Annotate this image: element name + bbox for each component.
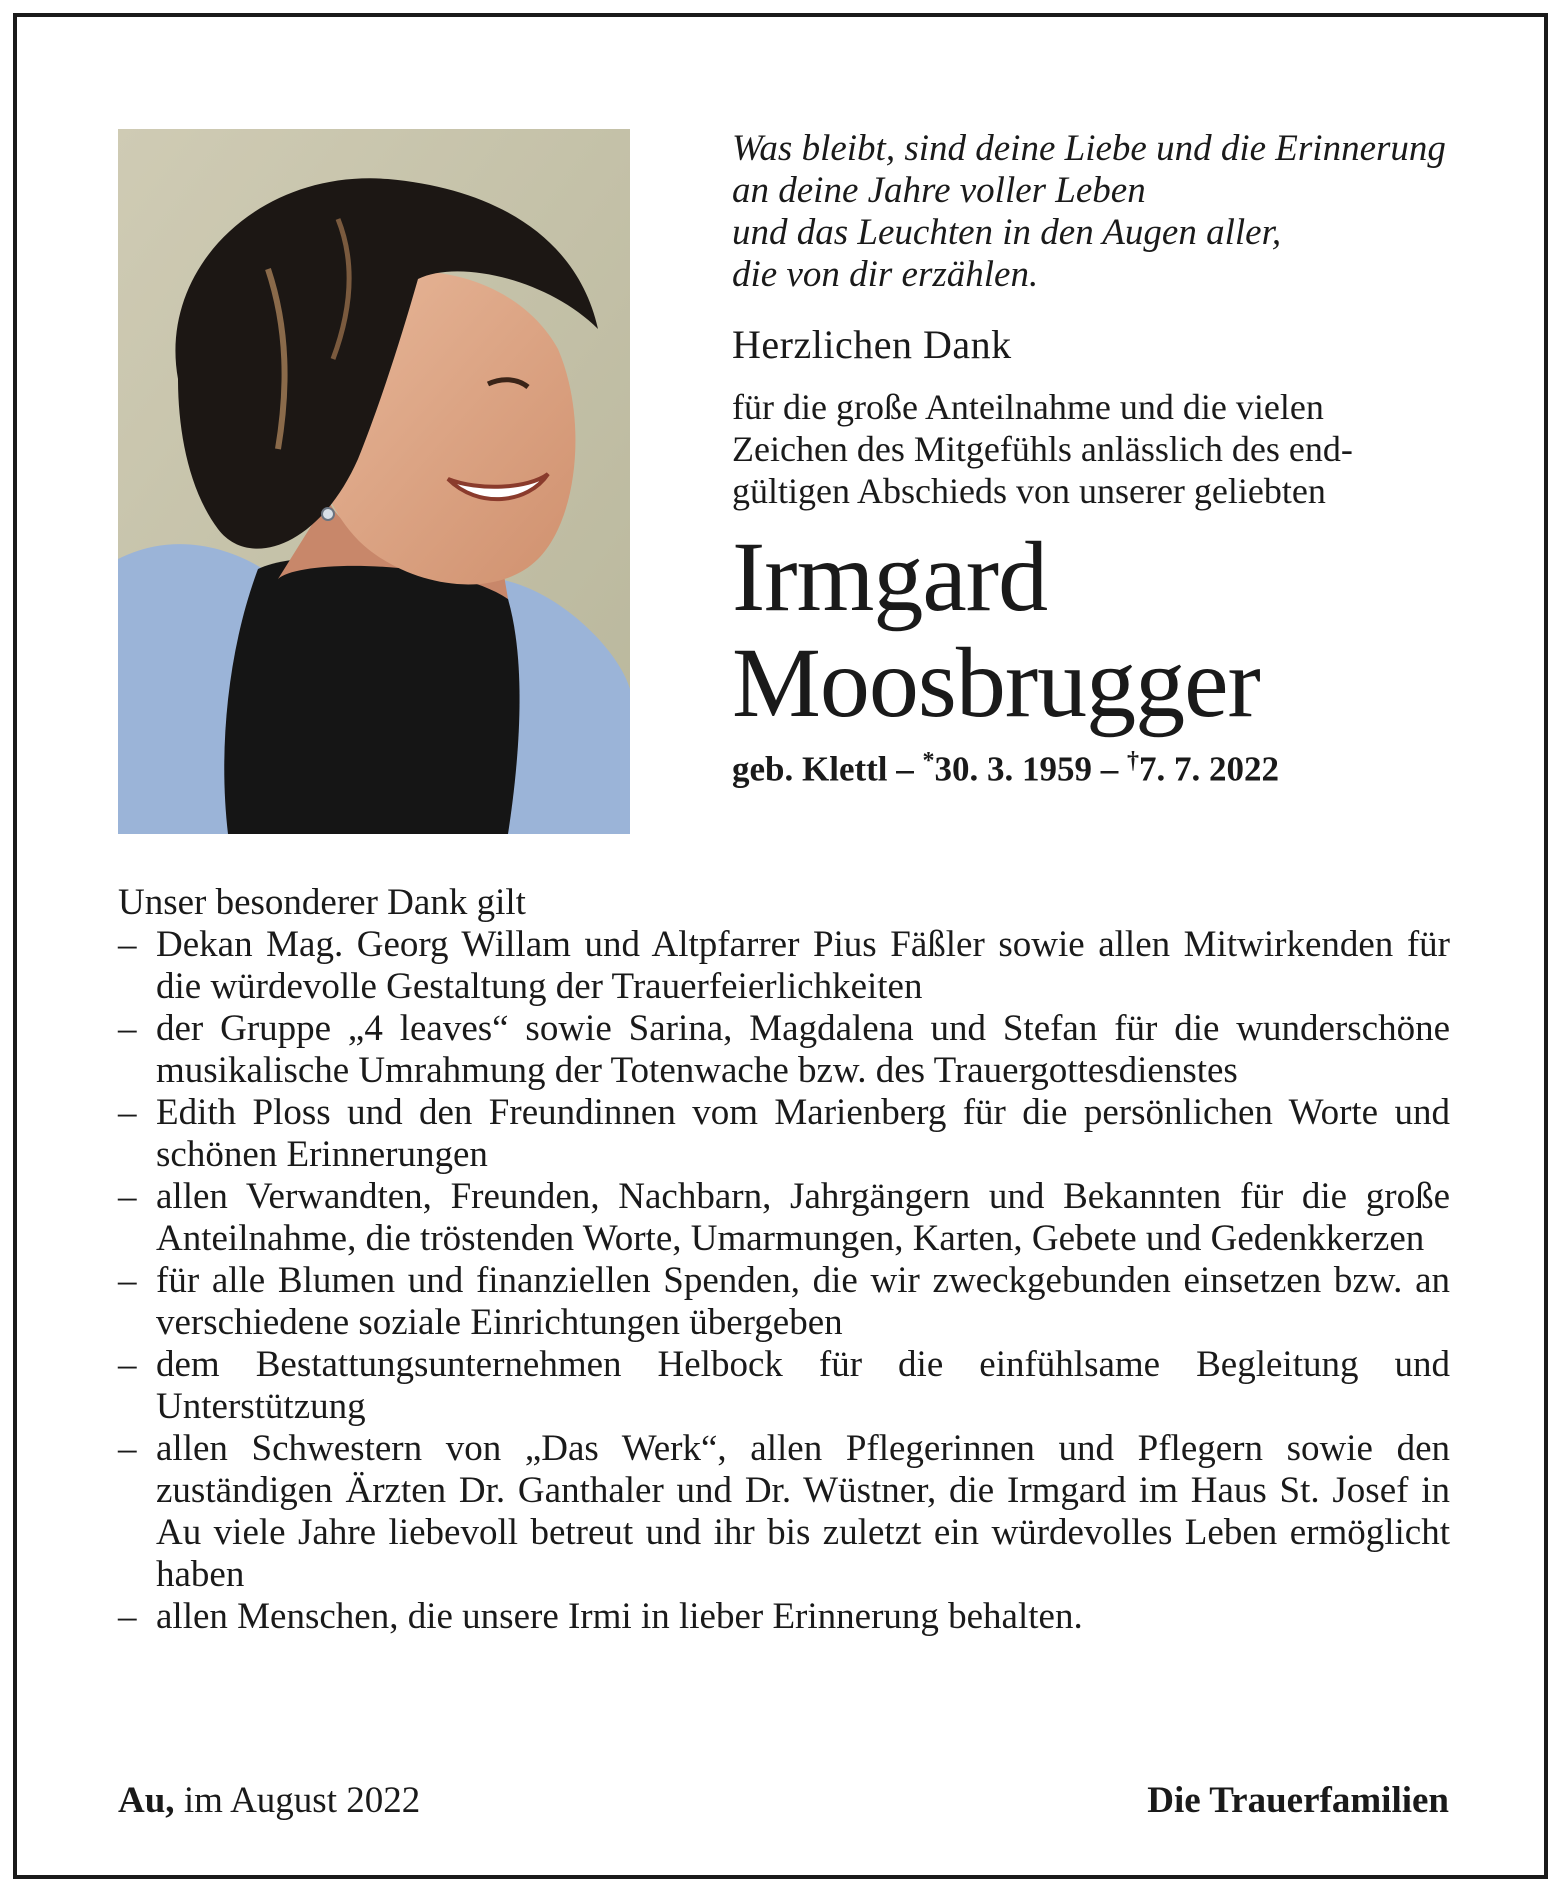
date: im August 2022: [183, 1780, 421, 1821]
deceased-last-name: Moosbrugger: [732, 627, 1260, 738]
acknowledgements-list: [118, 924, 1450, 1638]
place-and-date: [118, 1780, 420, 1822]
list-item-text: Dekan Mag. Georg Willam und Altpfarrer Pius Fäßler sowie allen Mitwirkenden für die würdevolle Gestaltung der Trauerfeierlichkeiten: [156, 924, 1450, 1007]
list-item: [118, 1596, 1450, 1638]
birth-name: geb. Klettl: [732, 749, 888, 789]
life-dates: [732, 740, 1452, 791]
acknowledgements-lead: Unser besonderer Dank gilt: [118, 882, 526, 923]
dash-bullet: –: [118, 1008, 137, 1049]
thanks-heading: Herzlichen Dank: [732, 322, 1012, 367]
list-item-text: allen Schwestern von „Das Werk“, allen Pflegerinnen und Pflegern sowie den zuständigen Ärzten Dr. Ganthaler und Dr. Wüstner, die Irmgard im Haus St. Josef in Au viele Jahre liebevoll betreut und ihr bis zuletzt ein würdevolles Leben ermöglicht haben: [156, 1428, 1450, 1595]
thanks-intro-line: für die große Anteilnahme und die vielen: [732, 387, 1324, 427]
dash-bullet: –: [118, 1260, 137, 1301]
dash-bullet: –: [118, 924, 137, 965]
dash-bullet: –: [118, 1092, 137, 1133]
list-item-text: Edith Ploss und den Freundinnen vom Marienberg für die persönlichen Worte und schönen Erinnerungen: [156, 1092, 1450, 1175]
death-symbol: †: [1127, 748, 1140, 774]
thanks-intro-line: gültigen Abschieds von unserer geliebten: [732, 471, 1326, 511]
list-item: [118, 1344, 1450, 1428]
birth-symbol: *: [922, 748, 935, 774]
portrait-photo-icon: [118, 129, 630, 834]
separator: –: [896, 749, 914, 789]
deceased-first-name: Irmgard: [732, 521, 1048, 632]
death-date: 7. 7. 2022: [1139, 749, 1280, 789]
motto-line: die von dir erzählen.: [732, 254, 1039, 295]
header-text-column: [732, 128, 1452, 791]
signature: Die Trauerfamilien: [1147, 1780, 1449, 1821]
dash-bullet: –: [118, 1344, 137, 1385]
list-item: [118, 1176, 1450, 1260]
dash-bullet: –: [118, 1596, 137, 1637]
birth-date: 30. 3. 1959: [934, 749, 1093, 789]
list-item-text: allen Menschen, die unsere Irmi in lieber Erinnerung behalten.: [156, 1596, 1083, 1637]
dash-bullet: –: [118, 1428, 137, 1469]
motto-line: Was bleibt, sind deine Liebe und die Erinnerung: [732, 128, 1446, 169]
list-item-text: dem Bestattungsunternehmen Helbock für die einfühlsame Begleitung und Unterstützung: [156, 1344, 1450, 1427]
place: Au,: [118, 1780, 175, 1821]
list-item-text: allen Verwandten, Freunden, Nachbarn, Jahrgängern und Bekannten für die große Anteilnahme, die tröstenden Worte, Umarmungen, Karten, Gebete und Gedenkkerzen: [156, 1176, 1450, 1259]
list-item: [118, 1092, 1450, 1176]
dash-bullet: –: [118, 1176, 137, 1217]
list-item: [118, 924, 1450, 1008]
list-item: [118, 1008, 1450, 1092]
portrait-photo: [118, 129, 630, 834]
separator: –: [1100, 749, 1119, 789]
acknowledgements: [118, 882, 1450, 1638]
motto-verse: [732, 128, 1452, 296]
motto-line: und das Leuchten in den Augen aller,: [732, 212, 1282, 253]
list-item-text: der Gruppe „4 leaves“ sowie Sarina, Magdalena und Stefan für die wunderschöne musikalische Umrahmung der Totenwache bzw. des Trauergottesdienstes: [156, 1008, 1450, 1091]
motto-line: an deine Jahre voller Leben: [732, 170, 1146, 211]
list-item: [118, 1428, 1450, 1596]
list-item-text: für alle Blumen und finanziellen Spenden, die wir zweckgebunden einsetzen bzw. an verschiedene soziale Einrichtungen übergeben: [156, 1260, 1450, 1343]
list-item: [118, 1260, 1450, 1344]
deceased-name: [732, 521, 1452, 738]
thanks-intro-line: Zeichen des Mitgefühls anlässlich des end-: [732, 429, 1353, 469]
thanks-intro: [732, 386, 1452, 512]
